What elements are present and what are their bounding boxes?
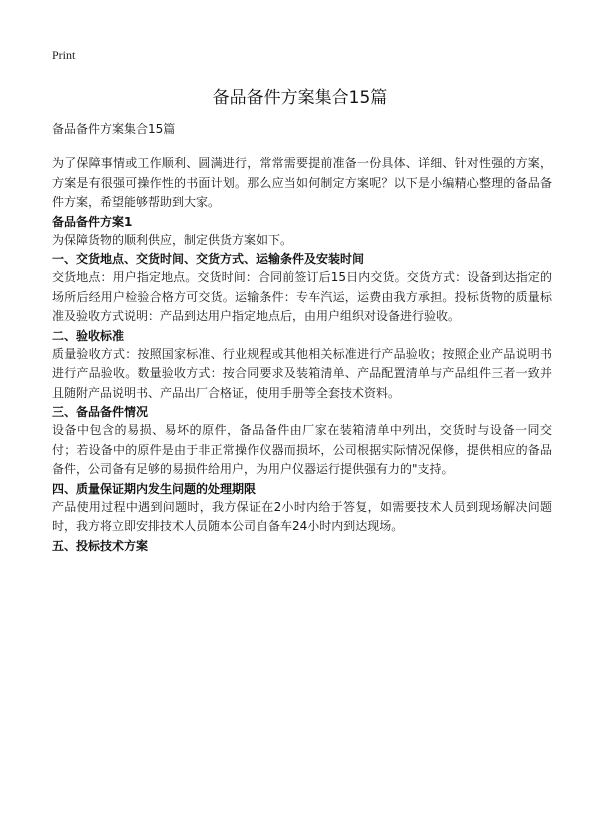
section-heading-warranty: 四、质量保证期内发生问题的处理期限 bbox=[52, 481, 257, 496]
section-text-warranty: 产品使用过程中遇到问题时，我方保证在2小时内给于答复，如需要技术人员到现场解决问题时，我方将立即安排技术人员随本公司自备车24小时内到达现场。 bbox=[52, 499, 552, 533]
plan-intro-paragraph: 为保障货物的顺利供应，制定供货方案如下。 bbox=[52, 232, 293, 247]
document-body bbox=[52, 121, 552, 555]
print-label: Print bbox=[52, 48, 76, 62]
section-text-spare-parts: 设备中包含的易损、易坏的原件，备品备件由厂家在装箱清单中列出，交货时与设备一同交付；若设备中的原件是由于非正常操作仪器而损坏，公司根据实际情况保修，提供相应的备品备件，公司备有足够的易损件给用户，为用户仪器运行提供强有力的"支持。 bbox=[52, 423, 552, 476]
section-text-delivery: 交货地点：用户指定地点。交货时间：合同前签订后15日内交货。交货方式：设备到达指定的场所后经用户检验合格方可交货。运输条件：专车汽运，运费由我方承担。投标货物的质量标准及验收方式说明：产品到达用户指定地点后，由用户组织对设备进行验收。 bbox=[52, 270, 552, 323]
plan-heading: 备品备件方案1 bbox=[52, 214, 133, 229]
section-heading-technical-plan: 五、投标技术方案 bbox=[52, 538, 149, 553]
intro-paragraph: 为了保障事情或工作顺利、圆满进行，常常需要提前准备一份具体、详细、针对性强的方案，方案是有很强可操作性的书面计划。那么应当如何制定方案呢？以下是小编精心整理的备品备件方案，希望能够帮助到大家。 bbox=[52, 156, 552, 209]
section-heading-acceptance: 二、验收标准 bbox=[52, 328, 125, 343]
section-heading-delivery: 一、交货地点、交货时间、交货方式、运输条件及安装时间 bbox=[52, 252, 365, 266]
document-subtitle: 备品备件方案集合15篇 bbox=[52, 122, 176, 136]
document-title: 备品备件方案集合15篇 bbox=[212, 88, 388, 108]
section-heading-spare-parts: 三、备品备件情况 bbox=[52, 405, 149, 419]
section-text-acceptance: 质量验收方式：按照国家标准、行业规程或其他相关标准进行产品验收；按照企业产品说明书进行产品验收。数量验收方式：按合同要求及装箱清单、产品配置清单与产品组件三者一致并且随附产品说明书、产品出厂合格证，使用手册等全套技术资料。 bbox=[52, 346, 552, 400]
